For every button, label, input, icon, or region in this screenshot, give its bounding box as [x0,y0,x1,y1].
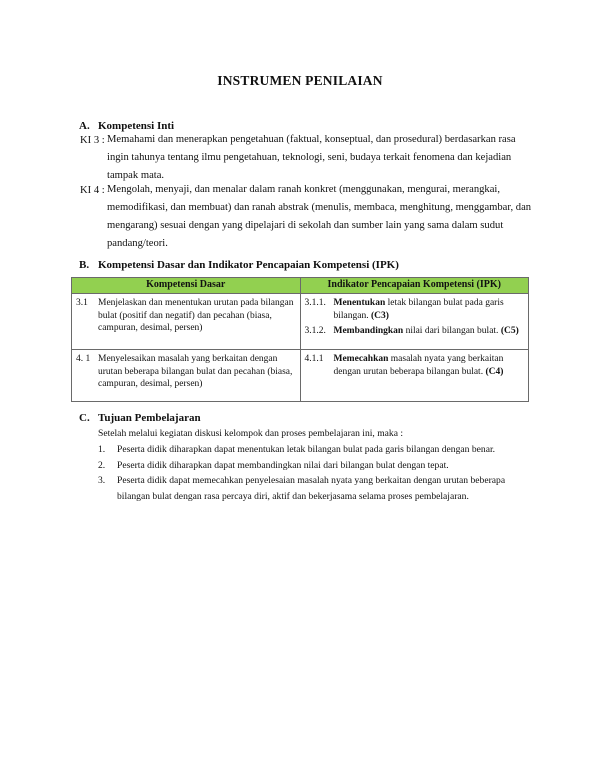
section-c-title: Tujuan Pembelajaran [98,412,201,424]
kd-text: Menjelaskan dan menentukan urutan pada bilangan bulat (positif dan negatif) dan pecahan (biasa, campuran, desimal, persen) [98,298,294,334]
ipk-item [305,325,525,338]
list-item [98,442,538,458]
ki4-label: KI 4 : [80,185,105,196]
list-item-number: 2. [98,459,106,471]
kd-cell [72,350,301,402]
ipk-level: (C5) [500,326,519,337]
kd-number: 3.1 [76,298,88,308]
header-ipk: Indikator Pencapaian Kompetensi (IPK) [300,278,529,294]
section-b-letter: B. [79,259,90,271]
ki3-label: KI 3 : [80,135,105,146]
page-title: INSTRUMEN PENILAIAN [217,73,383,88]
table-row [72,294,529,350]
header-kompetensi-dasar: Kompetensi Dasar [72,278,301,294]
ipk-number: 3.1.1. [304,298,326,308]
list-item-text: Peserta didik diharapkan dapat menentukan letak bilangan bulat pada garis bilangan dengan benar. [117,444,496,455]
list-item-text: Peserta didik diharapkan dapat membandingkan nilai dari bilangan bulat dengan tepat. [117,459,449,471]
ipk-item [305,297,525,322]
list-item-number: 3. [98,475,106,486]
table-header-row [72,278,529,294]
section-b-title: Kompetensi Dasar dan Indikator Pencapaian Kompetensi (IPK) [98,259,399,271]
ipk-level: (C3) [370,310,389,321]
ipk-cell [300,350,529,402]
kd-cell [72,294,301,350]
list-item [98,458,538,474]
ipk-text: letak bilangan bulat pada garis bilangan. [333,298,504,321]
ki4-text [107,181,543,253]
ki4-paragraph: Mengolah, menyaji, dan menalar dalam ranah konkret (menggunakan, mengurai, merangkai, memodifikasi, dan membuat) dan ranah abstrak (menulis, membaca, menghitung, menggambar, dan mengarang) sesuai dengan yang dipelajari di sekolah dan sumber lain yang sama dalam sudut pandang/teori. [107,184,532,249]
tujuan-list [98,442,538,504]
list-item [98,473,538,504]
ipk-verb: Menentukan [333,298,386,308]
section-c-letter: C. [79,412,90,424]
section-c-heading [79,412,201,424]
ipk-text: nilai dari bilangan bulat. [403,326,499,337]
section-a-letter: A. [79,120,90,132]
ki3-text [107,131,537,185]
section-a-title: Kompetensi Inti [98,120,175,132]
kd-number: 4. 1 [76,354,91,364]
list-item-text: Peserta didik dapat memecahkan penyelesaian masalah nyata yang berkaitan dengan urutan beberapa bilangan bulat dengan rasa percaya diri, aktif dan bekerjasama selama proses pembelajaran. [117,475,506,502]
ipk-item [305,353,525,378]
ki3-paragraph: Memahami dan menerapkan pengetahuan (faktual, konseptual, dan prosedural) berdasarkan rasa ingin tahunya tentang ilmu pengetahuan, teknologi, seni, budaya terkait fenomena dan kejadian tampak mata. [107,134,516,181]
ipk-verb: Membandingkan [333,326,404,337]
ipk-number: 3.1.2. [304,326,326,337]
kd-text: Menyelesaikan masalah yang berkaitan dengan urutan beberapa bilangan bulat dan pecahan (biasa, campuran, desimal, persen) [98,354,293,390]
ipk-text: masalah nyata yang berkaitan dengan urutan beberapa bilangan bulat. [333,354,504,377]
section-b-heading [79,259,399,271]
ipk-verb: Memecahkan [333,354,389,364]
ipk-level: (C4) [485,366,504,377]
list-item-number: 1. [98,444,106,455]
table-row [72,350,529,402]
ipk-number: 4.1.1 [304,354,324,364]
ipk-cell [300,294,529,350]
kd-ipk-table [71,277,529,402]
tujuan-intro: Setelah melalui kegiatan diskusi kelompok dan proses pembelajaran ini, maka : [98,428,404,439]
